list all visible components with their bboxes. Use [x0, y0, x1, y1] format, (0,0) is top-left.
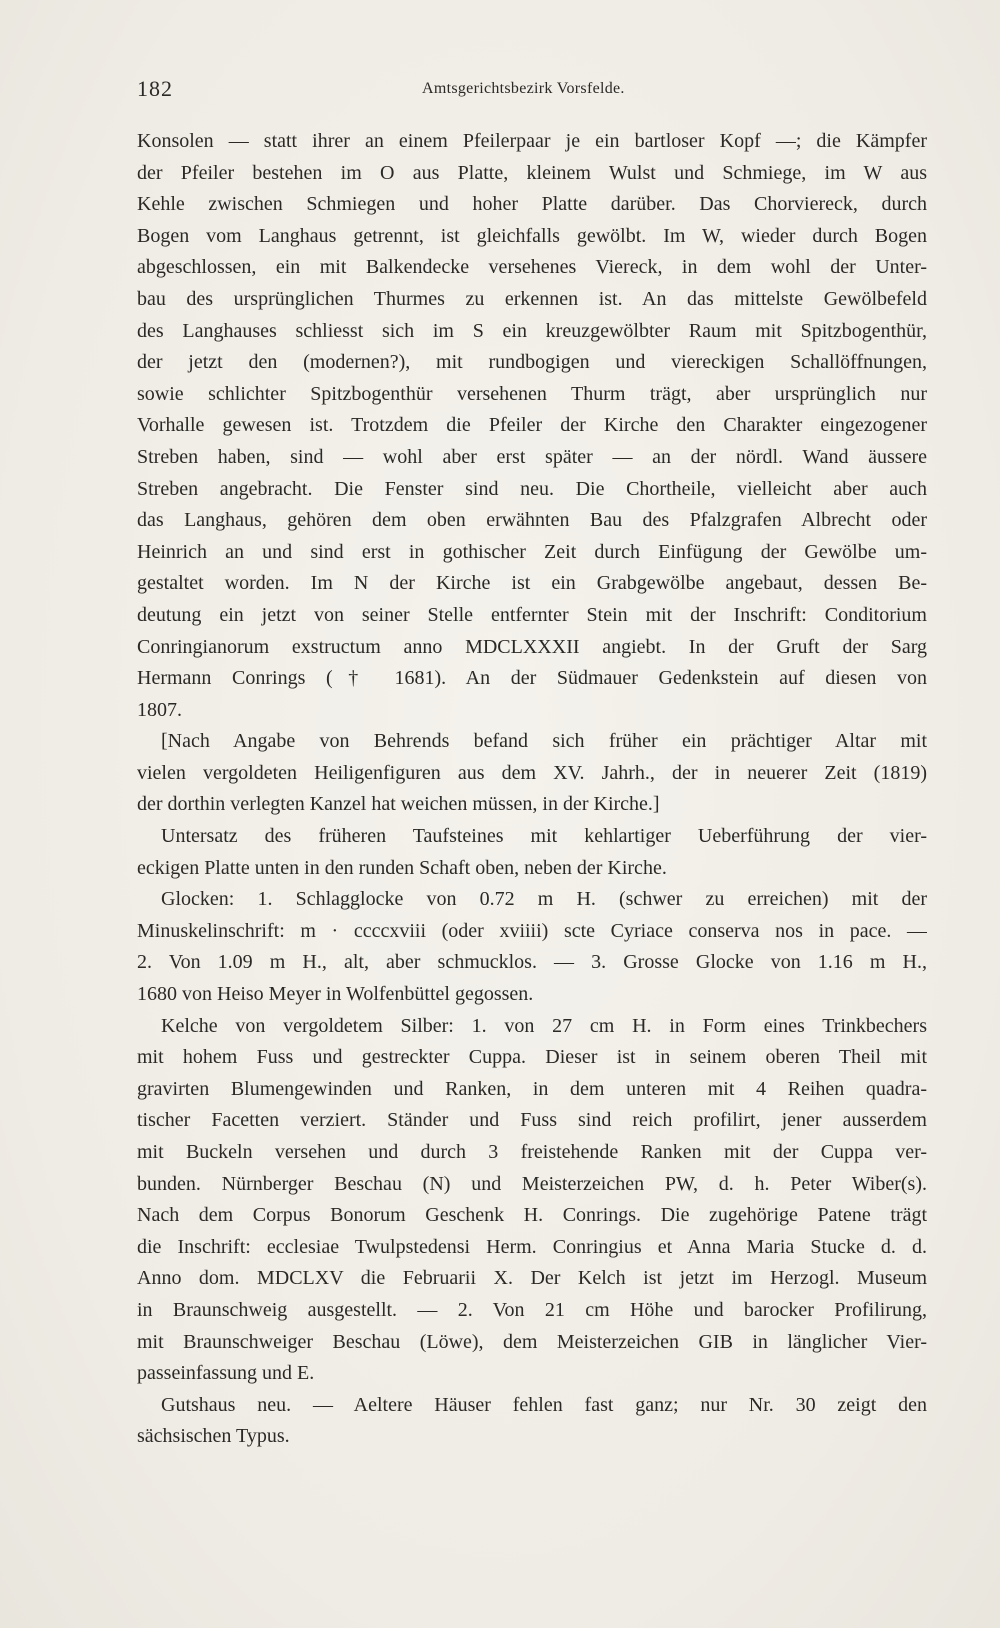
text-line: 2. Von 1.09 m H., alt, aber schmucklos. — 3. Grosse Glocke von 1.16 m H.,	[137, 951, 927, 974]
body-text	[137, 126, 927, 1453]
text-line: vielen vergoldeten Heiligenfiguren aus dem XV. Jahrh., der in neuerer Zeit (1819)	[137, 761, 927, 784]
text-line: Konsolen — statt ihrer an einem Pfeilerpaar je ein bartloser Kopf —; die Kämpfer	[137, 130, 927, 152]
text-line: der Pfeiler bestehen im O aus Platte, kleinem Wulst und Schmiege, im W aus	[137, 161, 927, 184]
text-line: Conringianorum exstructum anno MDCLXXXII angiebt. In der Gruft der Sarg	[137, 635, 927, 658]
text-line: Kehle zwischen Schmiegen und hoher Platte darüber. Das Chorviereck, durch	[137, 193, 927, 216]
text-line: Vorhalle gewesen ist. Trotzdem die Pfeiler der Kirche den Charakter eingezogener	[137, 414, 927, 437]
text-line: Hermann Conrings († 1681). An der Südmauer Gedenkstein auf diesen von	[137, 667, 927, 690]
text-line: der dorthin verlegten Kanzel hat weichen müssen, in der Kirche.]	[137, 793, 660, 816]
text-line: Kelche von vergoldetem Silber: 1. von 27 cm H. in Form eines Trinkbechers	[161, 1014, 927, 1037]
text-line: gravirten Blumengewinden und Ranken, in dem unteren mit 4 Reihen quadra-	[137, 1077, 927, 1100]
text-line: mit Buckeln versehen und durch 3 freistehende Ranken mit der Cuppa ver-	[137, 1141, 927, 1163]
text-line: der jetzt den (modernen?), mit rundbogigen und viereckigen Schallöffnungen,	[137, 351, 927, 374]
text-line: Heinrich an und sind erst in gothischer Zeit durch Einfügung der Gewölbe um-	[137, 540, 927, 563]
text-line: 1680 von Heiso Meyer in Wolfenbüttel gegossen.	[137, 983, 534, 1006]
text-line: eckigen Platte unten in den runden Schaft oben, neben der Kirche.	[137, 856, 667, 879]
text-line: Streben angebracht. Die Fenster sind neu. Die Chortheile, vielleicht aber auch	[137, 477, 927, 500]
text-line: Bogen vom Langhaus getrennt, ist gleichfalls gewölbt. Im W, wieder durch Bogen	[137, 224, 927, 247]
text-line: des Langhauses schliesst sich im S ein kreuzgewölbter Raum mit Spitzbogenthür,	[137, 319, 927, 342]
text-line: Streben haben, sind — wohl aber erst später — an der nördl. Wand äussere	[137, 445, 927, 468]
text-line: tischer Facetten verziert. Ständer und Fuss sind reich profilirt, jener ausserdem	[137, 1109, 927, 1132]
text-line: Gutshaus neu. — Aeltere Häuser fehlen fast ganz; nur Nr. 30 zeigt den	[161, 1393, 927, 1416]
text-line: Anno dom. MDCLXV die Februarii X. Der Kelch ist jetzt im Herzogl. Museum	[137, 1267, 927, 1290]
text-line: gestaltet worden. Im N der Kirche ist ein Grabgewölbe angebaut, dessen Be-	[137, 572, 927, 595]
text-line: abgeschlossen, ein mit Balkendecke versehenes Viereck, in dem wohl der Unter-	[137, 256, 927, 279]
text-line: passeinfassung und E.	[137, 1362, 315, 1385]
text-line: sächsischen Typus.	[137, 1425, 290, 1448]
text-line: das Langhaus, gehören dem oben erwähnten Bau des Pfalzgrafen Albrecht oder	[137, 509, 927, 532]
text-line: bunden. Nürnberger Beschau (N) und Meisterzeichen PW, d. h. Peter Wiber(s).	[137, 1172, 927, 1195]
text-line: die Inschrift: ecclesiae Twulpstedensi Herm. Conringius et Anna Maria Stucke d. d.	[137, 1235, 927, 1258]
text-line: Nach dem Corpus Bonorum Geschenk H. Conrings. Die zugehörige Patene trägt	[137, 1204, 927, 1227]
text-line: Glocken: 1. Schlagglocke von 0.72 m H. (schwer zu erreichen) mit der	[161, 888, 927, 911]
text-line: in Braunschweig ausgestellt. — 2. Von 21 cm Höhe und barocker Profilirung,	[137, 1298, 927, 1321]
text-line: bau des ursprünglichen Thurmes zu erkennen ist. An das mittelste Gewölbefeld	[137, 287, 927, 310]
text-line: deutung ein jetzt von seiner Stelle entfernter Stein mit der Inschrift: Conditorium	[137, 603, 927, 626]
text-line: mit Braunschweiger Beschau (Löwe), dem Meisterzeichen GIB in länglicher Vier-	[137, 1330, 927, 1353]
text-line: Untersatz des früheren Taufsteines mit kehlartiger Ueberführung der vier-	[161, 825, 927, 848]
text-line: 1807.	[137, 698, 182, 721]
running-head: Amtsgerichtsbezirk Vorsfelde.	[422, 80, 625, 97]
text-line: Minuskelinschrift: m · ccccxviii (oder xviiii) scte Cyriace conserva nos in pace. —	[137, 919, 927, 942]
text-line: sowie schlichter Spitzbogenthür versehenen Thurm trägt, aber ursprünglich nur	[137, 382, 927, 405]
text-line: mit hohem Fuss und gestreckter Cuppa. Dieser ist in seinem oberen Theil mit	[137, 1046, 927, 1069]
text-line: [Nach Angabe von Behrends befand sich früher ein prächtiger Altar mit	[161, 730, 927, 753]
page-header	[137, 76, 927, 106]
page-number: 182	[137, 76, 173, 101]
